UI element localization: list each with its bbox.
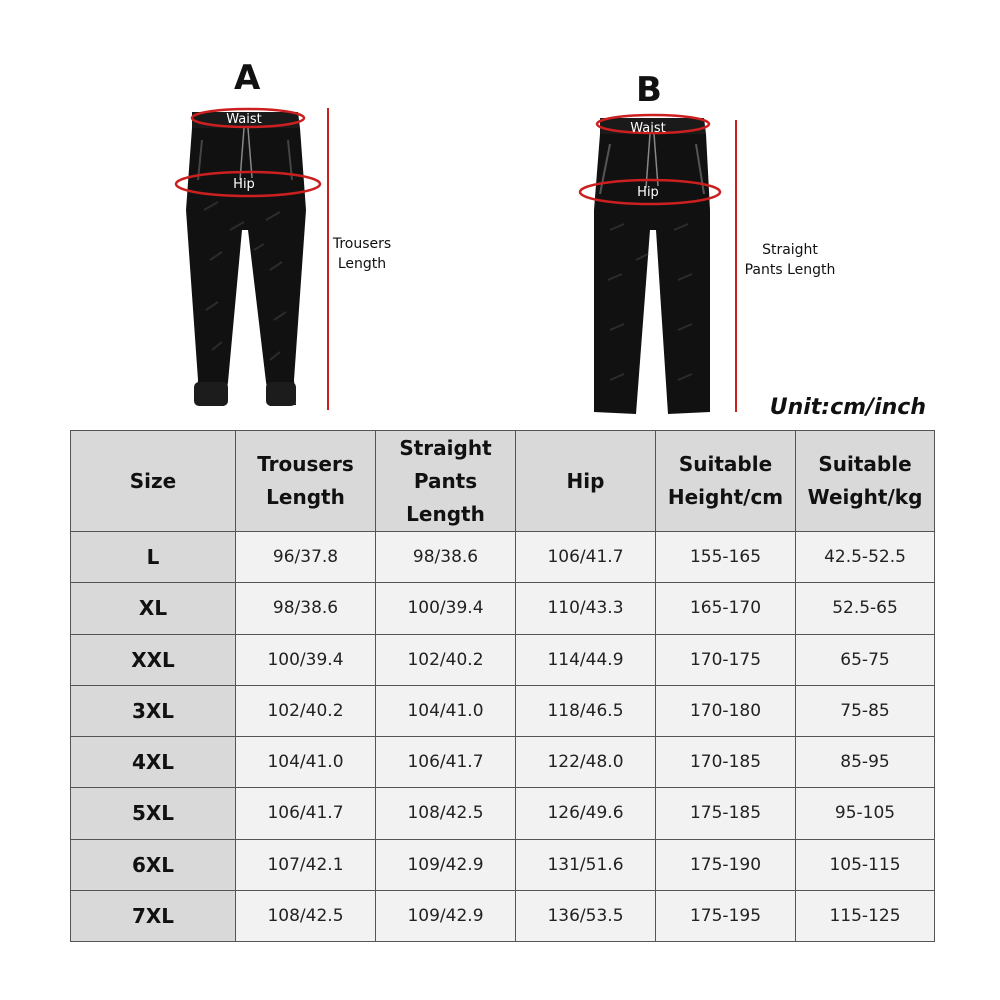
- table-row: [71, 788, 935, 839]
- pants-b-image: [570, 110, 750, 420]
- weight-cell: 75-85: [796, 685, 935, 736]
- hip-cell: 136/53.5: [516, 890, 656, 941]
- header-size-line: Size: [129, 468, 177, 493]
- header-suitable-height: [656, 431, 796, 532]
- table-row: [71, 839, 935, 890]
- pants-a-cuff-left: [194, 382, 228, 406]
- height-cell: 170-180: [656, 685, 796, 736]
- hip-cell: 118/46.5: [516, 685, 656, 736]
- header-line: Length: [406, 501, 485, 526]
- size-cell: 6XL: [71, 839, 236, 890]
- hip-cell: 122/48.0: [516, 737, 656, 788]
- hip-cell: 110/43.3: [516, 583, 656, 634]
- pants-a-hip-label: Hip: [233, 177, 255, 192]
- hip-cell: 106/41.7: [516, 532, 656, 583]
- figure-a-letter: A: [234, 58, 261, 98]
- straight-length-cell: 108/42.5: [376, 788, 516, 839]
- trousers-length-cell: 100/39.4: [236, 634, 376, 685]
- height-cell: 155-165: [656, 532, 796, 583]
- trousers-length-cell: 98/38.6: [236, 583, 376, 634]
- height-cell: 165-170: [656, 583, 796, 634]
- header-hip: [516, 431, 656, 532]
- weight-cell: 105-115: [796, 839, 935, 890]
- straight-length-cell: 109/42.9: [376, 890, 516, 941]
- trousers-length-cell: 106/41.7: [236, 788, 376, 839]
- straight-length-cell: 106/41.7: [376, 737, 516, 788]
- hip-cell: 131/51.6: [516, 839, 656, 890]
- table-row: [71, 634, 935, 685]
- weight-cell: 42.5-52.5: [796, 532, 935, 583]
- weight-cell: 95-105: [796, 788, 935, 839]
- table-row: [71, 532, 935, 583]
- unit-label: Unit:cm/inch: [769, 395, 926, 420]
- pants-b-length-label: [735, 240, 845, 280]
- header-suitable-weight: [796, 431, 935, 532]
- header-size: [71, 431, 236, 532]
- weight-cell: 85-95: [796, 737, 935, 788]
- size-cell: XL: [71, 583, 236, 634]
- figure-b-letter: B: [636, 70, 662, 110]
- pants-a-waist-label: Waist: [226, 112, 262, 127]
- pants-b-length-label-line2: Pants Length: [744, 262, 836, 278]
- pants-b-waist-label: Waist: [630, 121, 666, 136]
- pants-b-body: [594, 134, 710, 414]
- header-line: Height/cm: [667, 485, 784, 509]
- straight-length-cell: 109/42.9: [376, 839, 516, 890]
- height-cell: 175-190: [656, 839, 796, 890]
- header-line: Suitable: [678, 452, 773, 476]
- height-cell: 170-185: [656, 737, 796, 788]
- trousers-length-cell: 104/41.0: [236, 737, 376, 788]
- weight-cell: 65-75: [796, 634, 935, 685]
- pants-a-body: [186, 128, 306, 406]
- straight-length-cell: 98/38.6: [376, 532, 516, 583]
- header-line: Hip: [566, 468, 605, 493]
- table-row: [71, 890, 935, 941]
- size-cell: 7XL: [71, 890, 236, 941]
- straight-length-cell: 102/40.2: [376, 634, 516, 685]
- size-cell: 5XL: [71, 788, 236, 839]
- size-cell: L: [71, 532, 236, 583]
- size-cell: 4XL: [71, 737, 236, 788]
- height-cell: 175-195: [656, 890, 796, 941]
- height-cell: 170-175: [656, 634, 796, 685]
- table-row: [71, 737, 935, 788]
- header-line: Trousers: [257, 452, 354, 476]
- hip-cell: 126/49.6: [516, 788, 656, 839]
- header-straight-pants-length: [376, 431, 516, 532]
- size-cell: 3XL: [71, 685, 236, 736]
- header-line: Length: [266, 485, 345, 509]
- weight-cell: 52.5-65: [796, 583, 935, 634]
- table-header-row: [71, 431, 935, 532]
- straight-length-cell: 100/39.4: [376, 583, 516, 634]
- trousers-length-cell: 102/40.2: [236, 685, 376, 736]
- table-row: [71, 685, 935, 736]
- table-row: [71, 583, 935, 634]
- straight-length-cell: 104/41.0: [376, 685, 516, 736]
- size-cell: XXL: [71, 634, 236, 685]
- hip-cell: 114/44.9: [516, 634, 656, 685]
- header-line: Weight/kg: [807, 485, 923, 509]
- header-line: Suitable: [818, 452, 912, 476]
- pants-a-cuff-right: [266, 382, 296, 406]
- pants-a-length-label-line2: Length: [337, 256, 387, 272]
- trousers-length-cell: 107/42.1: [236, 839, 376, 890]
- height-cell: 175-185: [656, 788, 796, 839]
- header-line: Straight: [399, 435, 492, 460]
- header-trousers-length: [236, 431, 376, 532]
- weight-cell: 115-125: [796, 890, 935, 941]
- pants-a-length-label-line1: Trousers: [332, 236, 392, 252]
- size-chart-table: [70, 430, 935, 942]
- trousers-length-cell: 108/42.5: [236, 890, 376, 941]
- pants-b-hip-label: Hip: [637, 185, 659, 200]
- trousers-length-cell: 96/37.8: [236, 532, 376, 583]
- pants-b-length-label-line1: Straight: [762, 242, 818, 258]
- pants-a-length-label: [322, 234, 402, 274]
- header-line: Pants: [413, 468, 478, 493]
